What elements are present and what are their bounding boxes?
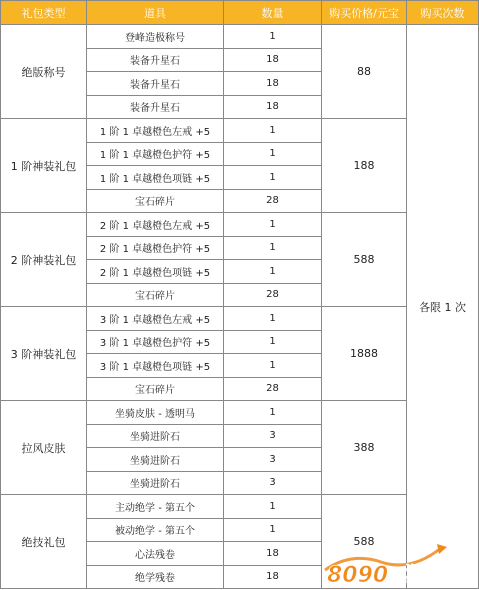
quantity-cell: 1 <box>224 354 322 378</box>
item-cell: 1 阶 1 卓越橙色项链 +5 <box>87 166 224 190</box>
item-cell: 坐骑皮肤 - 透明马 <box>87 401 224 425</box>
quantity-cell: 1 <box>224 213 322 237</box>
item-cell: 3 阶 1 卓越橙色项链 +5 <box>87 354 224 378</box>
item-cell: 宝石碎片 <box>87 189 224 213</box>
header-row <box>1 1 479 25</box>
price-cell: 188 <box>322 119 407 213</box>
price-cell: 588 <box>322 495 407 589</box>
item-cell: 2 阶 1 卓越橙色左戒 +5 <box>87 213 224 237</box>
header-pack-type: 礼包类型 <box>1 1 87 25</box>
item-cell: 宝石碎片 <box>87 283 224 307</box>
quantity-cell: 3 <box>224 448 322 472</box>
item-cell: 坐骑进阶石 <box>87 471 224 495</box>
item-cell: 装备升星石 <box>87 95 224 119</box>
quantity-cell: 1 <box>224 166 322 190</box>
site-watermark-logo <box>321 540 471 586</box>
logo-digits: 8090 <box>327 563 389 586</box>
quantity-cell: 28 <box>224 377 322 401</box>
quantity-cell: 18 <box>224 48 322 72</box>
quantity-cell: 18 <box>224 565 322 589</box>
item-cell: 坐骑进阶石 <box>87 448 224 472</box>
header-price: 购买价格/元宝 <box>322 1 407 25</box>
quantity-cell: 1 <box>224 25 322 49</box>
logo-arrow-icon <box>437 544 447 554</box>
quantity-cell: 1 <box>224 119 322 143</box>
quantity-cell: 1 <box>224 330 322 354</box>
price-cell: 1888 <box>322 307 407 401</box>
price-cell: 588 <box>322 213 407 307</box>
item-cell: 绝学残卷 <box>87 565 224 589</box>
quantity-cell: 1 <box>224 518 322 542</box>
pack-type-cell: 绝版称号 <box>1 25 87 119</box>
item-cell: 心法残卷 <box>87 542 224 566</box>
price-cell: 388 <box>322 401 407 495</box>
item-cell: 2 阶 1 卓越橙色护符 +5 <box>87 236 224 260</box>
item-cell: 1 阶 1 卓越橙色护符 +5 <box>87 142 224 166</box>
item-cell: 装备升星石 <box>87 72 224 96</box>
quantity-cell: 3 <box>224 471 322 495</box>
quantity-cell: 1 <box>224 260 322 284</box>
pack-type-cell: 3 阶神装礼包 <box>1 307 87 401</box>
item-cell: 宝石碎片 <box>87 377 224 401</box>
item-cell: 装备升星石 <box>87 48 224 72</box>
price-cell: 88 <box>322 25 407 119</box>
pack-type-cell: 2 阶神装礼包 <box>1 213 87 307</box>
item-cell: 1 阶 1 卓越橙色左戒 +5 <box>87 119 224 143</box>
item-cell: 坐骑进阶石 <box>87 424 224 448</box>
quantity-cell: 18 <box>224 72 322 96</box>
quantity-cell: 18 <box>224 95 322 119</box>
quantity-cell: 28 <box>224 189 322 213</box>
item-cell: 登峰造极称号 <box>87 25 224 49</box>
quantity-cell: 1 <box>224 142 322 166</box>
quantity-cell: 1 <box>224 401 322 425</box>
header-purchase-limit: 购买次数 <box>407 1 479 25</box>
item-cell: 主动绝学 - 第五个 <box>87 495 224 519</box>
logo-text: 游戏 <box>405 562 445 586</box>
pack-type-cell: 拉风皮肤 <box>1 401 87 495</box>
header-quantity: 数量 <box>224 1 322 25</box>
item-cell: 3 阶 1 卓越橙色左戒 +5 <box>87 307 224 331</box>
quantity-cell: 3 <box>224 424 322 448</box>
pack-type-cell: 1 阶神装礼包 <box>1 119 87 213</box>
header-item: 道具 <box>87 1 224 25</box>
quantity-cell: 28 <box>224 283 322 307</box>
item-cell: 2 阶 1 卓越橙色项链 +5 <box>87 260 224 284</box>
item-cell: 被动绝学 - 第五个 <box>87 518 224 542</box>
table-row <box>1 25 479 49</box>
quantity-cell: 1 <box>224 236 322 260</box>
quantity-cell: 1 <box>224 495 322 519</box>
quantity-cell: 1 <box>224 307 322 331</box>
purchase-limit-cell: 各限 1 次 <box>407 25 479 589</box>
pack-type-cell: 绝技礼包 <box>1 495 87 589</box>
quantity-cell: 18 <box>224 542 322 566</box>
item-cell: 3 阶 1 卓越橙色护符 +5 <box>87 330 224 354</box>
